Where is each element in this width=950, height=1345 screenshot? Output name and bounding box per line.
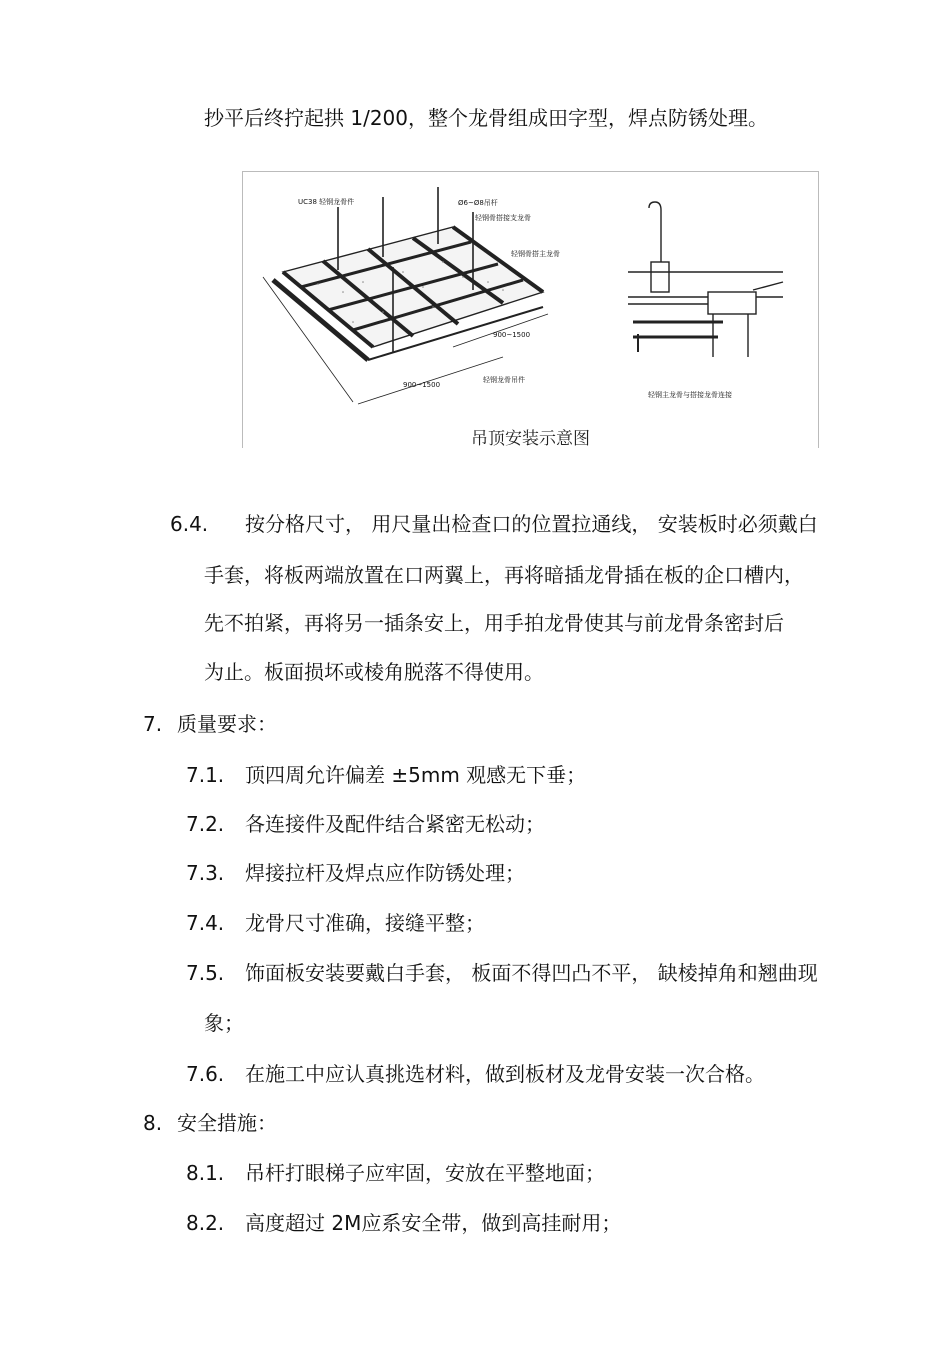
sec7-num: 7. <box>143 712 163 736</box>
sec8-item-text: 吊杆打眼梯子应牢固，安放在平整地面； <box>245 1161 605 1185</box>
sec8-item-num: 8.1. <box>186 1161 225 1185</box>
sec8-title: 安全措施： <box>177 1111 277 1135</box>
sec7-item-num: 7.4. <box>186 911 225 935</box>
label-dim2: 900~1500 <box>493 331 531 339</box>
label-uc38: UC38 轻钢龙骨件 <box>298 198 355 206</box>
sec7-item-text: 各连接件及配件结合紧密无松动； <box>245 812 545 836</box>
sec64-line-2: 手套，将板两端放置在口两翼上，再将暗插龙骨插在板的企口槽内， <box>204 563 804 587</box>
label-hanger: 轻钢龙骨吊件 <box>483 376 525 384</box>
sec64-line-1: 按分格尺寸， 用尺量出检查口的位置拉通线， 安装板时必须戴白 <box>245 512 818 536</box>
sec8-item-num: 8.2. <box>186 1211 225 1235</box>
label-connection: 轻钢主龙骨与搭接龙骨连接 <box>648 391 732 399</box>
sec64-line-3: 先不拍紧，再将另一插条安上，用手拍龙骨使其与前龙骨条密封后 <box>204 611 784 635</box>
ceiling-diagram <box>243 172 818 422</box>
sec64-num: 6.4. <box>170 512 209 536</box>
sec8-num: 8. <box>143 1111 163 1135</box>
sec7-item-text: 饰面板安装要戴白手套， 板面不得凹凸不平， 缺棱掉角和翘曲现 <box>245 961 818 985</box>
sec7-item-text: 在施工中应认真挑选材料，做到板材及龙骨安装一次合格。 <box>245 1062 765 1086</box>
sec7-item-num: 7.3. <box>186 861 225 885</box>
connection-detail <box>628 202 783 357</box>
sec8-item-text: 高度超过 2M应系安全带，做到高挂耐用； <box>245 1211 622 1235</box>
label-dim1: 900~1500 <box>403 381 441 389</box>
label-main: 轻钢骨搭主龙骨 <box>511 250 560 258</box>
intro-line: 抄平后终拧起拱 1/200，整个龙骨组成田字型，焊点防锈处理。 <box>204 106 768 130</box>
sec7-item-text: 焊接拉杆及焊点应作防锈处理； <box>245 861 525 885</box>
ceiling-install-figure <box>242 171 819 448</box>
label-cross-main: 轻钢骨搭接支龙骨 <box>475 214 531 222</box>
sec7-item-text: 龙骨尺寸准确，接缝平整； <box>245 911 485 935</box>
label-rod: Ø6~Ø8吊杆 <box>458 199 498 207</box>
sec7-item-num: 7.6. <box>186 1062 225 1086</box>
figure-caption: 吊顶安装示意图 <box>471 429 590 449</box>
sec7-item-text: 顶四周允许偏差 ±5mm 观感无下垂； <box>245 763 587 787</box>
sec7-item-continuation: 象； <box>204 1011 244 1035</box>
sec7-item-num: 7.5. <box>186 961 225 985</box>
sec7-item-num: 7.2. <box>186 812 225 836</box>
sec7-item-num: 7.1. <box>186 763 225 787</box>
sec64-line-4: 为止。板面损坏或棱角脱落不得使用。 <box>204 660 544 684</box>
sec7-title: 质量要求： <box>177 712 277 736</box>
